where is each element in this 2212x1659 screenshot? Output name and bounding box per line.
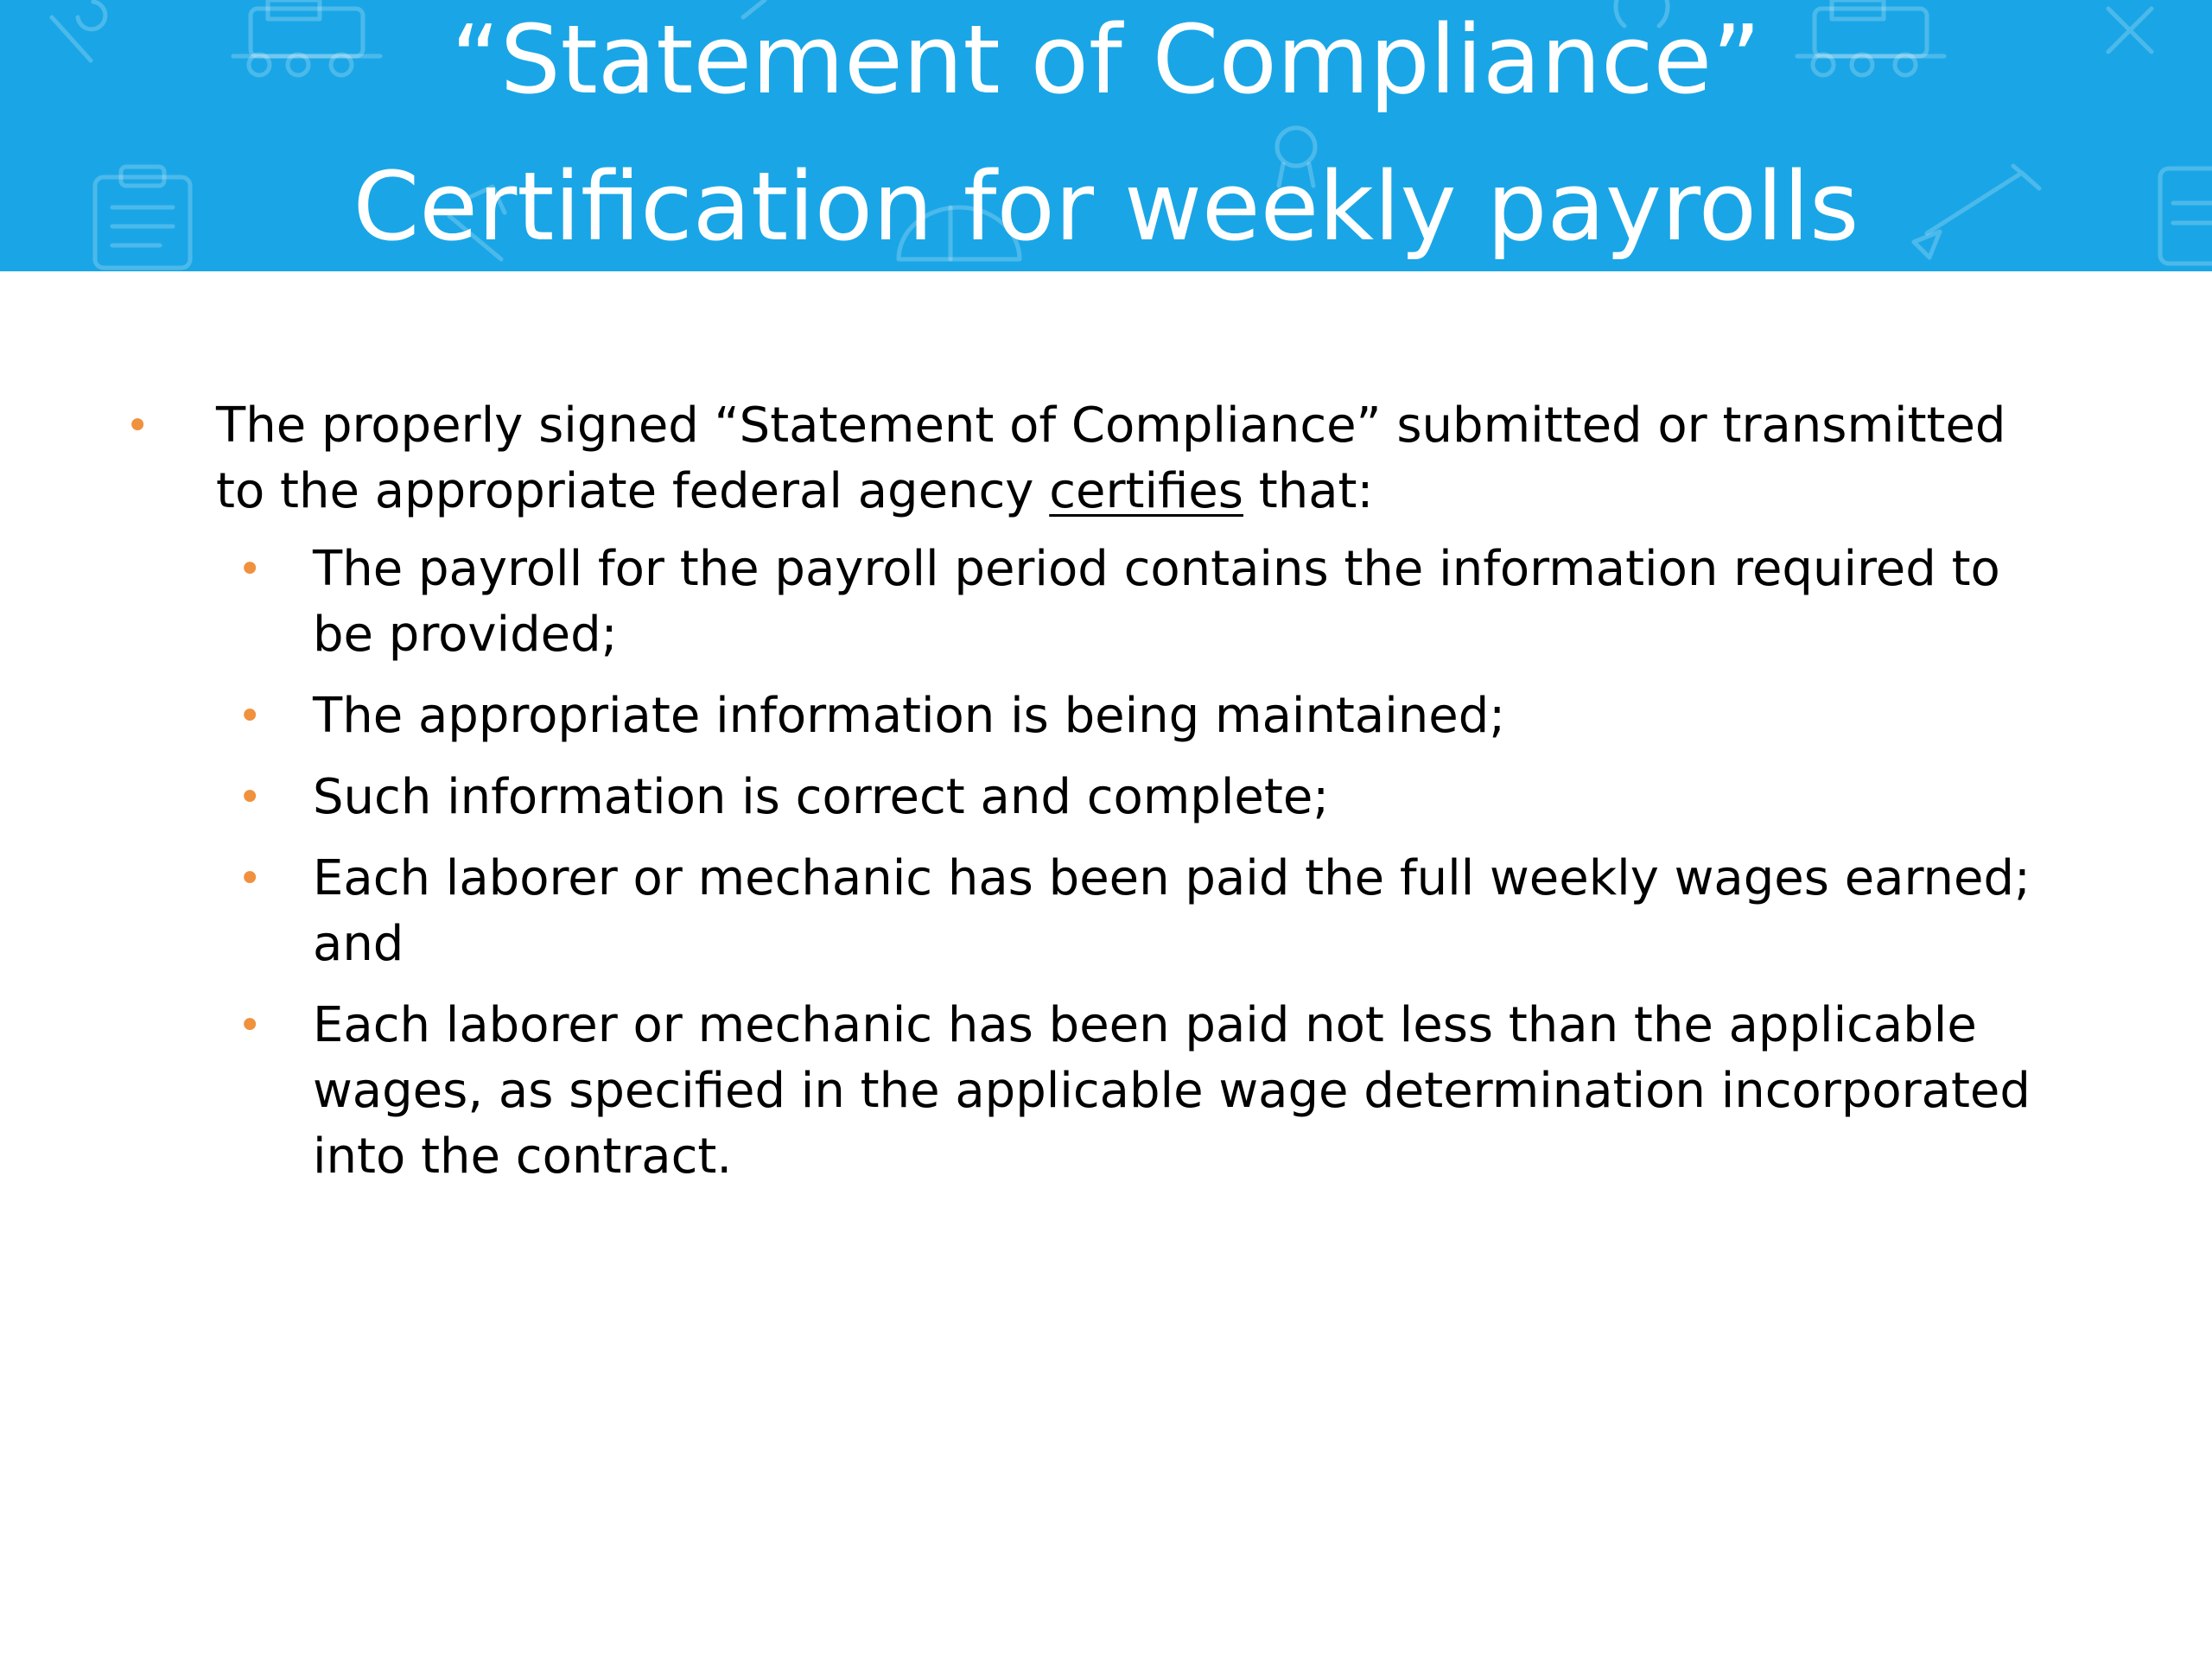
main-bullet-line-2-before: to the appropriate federal agency [216, 463, 1050, 519]
main-bullet-item [125, 393, 2113, 524]
certifies-underlined-word: certifies [1049, 463, 1243, 519]
sub-bullet-line: and [313, 916, 404, 972]
slide-body [125, 393, 2113, 1205]
title-line-1: “Statement of Compliance” [450, 4, 1762, 115]
title-line-2: Certification for weekly payrolls [353, 151, 1859, 262]
sub-bullet-item [238, 765, 2110, 830]
bullet-icon: • [238, 773, 263, 822]
sub-bullet-item [238, 683, 2110, 749]
bullet-icon: • [238, 1001, 263, 1050]
sub-bullet-line: into the contract. [313, 1128, 733, 1185]
main-bullet-line-2 [216, 459, 2113, 524]
sub-bullet-line: The appropriate information is being maintained; [313, 688, 1506, 744]
sub-bullet-line: Each laborer or mechanic has been paid the full weekly wages earned; [313, 850, 2031, 906]
bullet-icon: • [125, 402, 150, 450]
sub-bullet-line: The payroll for the payroll period contains the information required to [313, 541, 2000, 597]
sub-bullet-line: wages, as specified in the applicable wage determination incorporated [313, 1063, 2031, 1119]
sub-bullet-line: Such information is correct and complete; [313, 769, 1330, 825]
sub-bullet-item [238, 846, 2110, 977]
sub-bullet-item [238, 537, 2110, 668]
bullet-icon: • [238, 545, 263, 594]
main-bullet-line-1: The properly signed “Statement of Compliance” submitted or transmitted [216, 397, 2006, 454]
bullet-icon: • [238, 855, 263, 903]
main-bullet-line-2-after: that: [1243, 463, 1374, 519]
sub-bullet-line: be provided; [313, 607, 618, 663]
slide-title [0, 0, 2212, 271]
title-banner [0, 0, 2212, 271]
sub-bullet-item [238, 993, 2110, 1190]
sub-bullet-line: Each laborer or mechanic has been paid not less than the applicable [313, 997, 1977, 1053]
bullet-icon: • [238, 692, 263, 741]
sub-bullet-list [125, 537, 2113, 1190]
